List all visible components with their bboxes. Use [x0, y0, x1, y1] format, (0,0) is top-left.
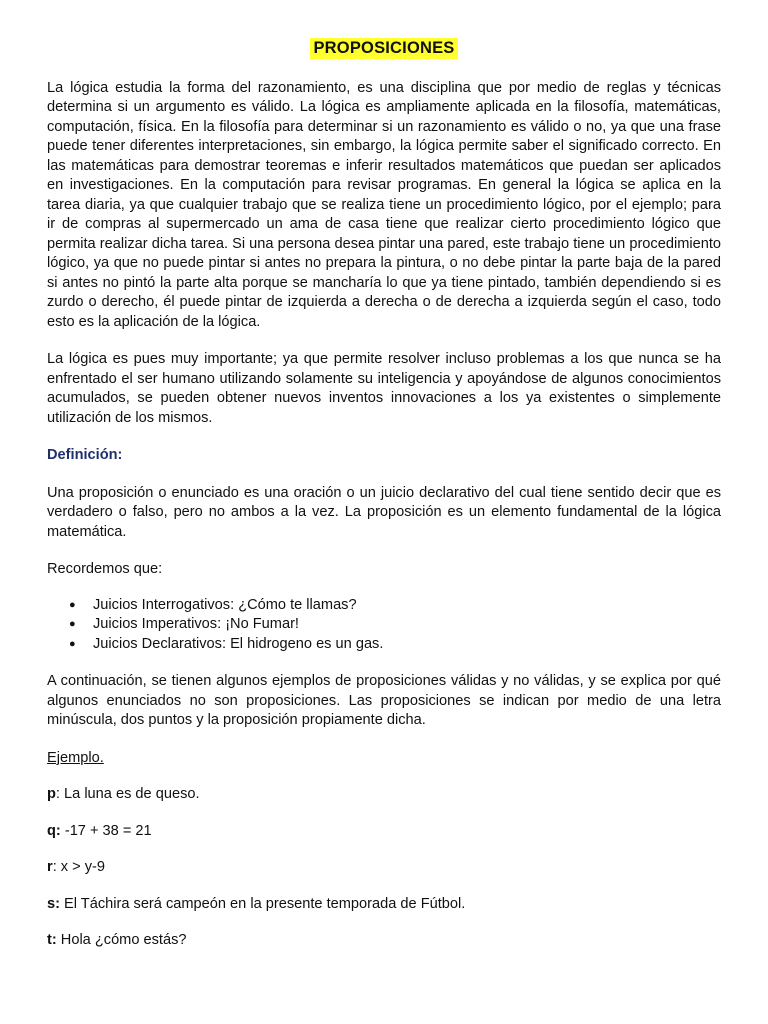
proposition-text: : La luna es de queso. — [55, 786, 200, 802]
importance-paragraph: La lógica es pues muy importante; ya que permite resolver incluso problemas a los que nunca se ha enfrentado el ser humano utilizando solamente su inteligencia y apoyándose de algunos conocimientos acumulados, se pueden obtener nuevos inventos innovaciones a los ya existentes o simplemente utilización de los mismos. — [47, 351, 721, 426]
page-title: PROPOSICIONES — [310, 38, 457, 59]
recall-paragraph: Recordemos que: — [47, 561, 163, 577]
definition-heading: Definición: — [47, 447, 123, 463]
list-item — [69, 635, 721, 655]
example-item — [47, 895, 721, 915]
proposition-text: : x > y-9 — [52, 859, 105, 875]
proposition-text: El Táchira será campeón en la presente temporada de Fútbol. — [59, 895, 466, 912]
list-item — [69, 596, 721, 616]
list-item-text: Juicios Imperativos: ¡No Fumar! — [93, 616, 299, 632]
proposition-text: -17 + 38 = 21 — [60, 822, 152, 839]
list-item-text: Juicios Declarativos: El hidrogeno es un gas. — [93, 635, 384, 652]
judgment-types-list — [47, 596, 721, 655]
list-item-text: Juicios Interrogativos: ¿Cómo te llamas? — [93, 596, 357, 613]
example-item — [47, 931, 721, 951]
example-item — [47, 858, 721, 878]
proposition-letter: s: — [47, 895, 60, 912]
bullet-icon: ● — [69, 598, 76, 611]
example-label: Ejemplo. — [47, 749, 104, 766]
definition-paragraph: Una proposición o enunciado es una oración o un juicio declarativo del cual tiene sentido decir que es verdadero o falso, pero no ambos a la vez. La proposición es un elemento fundamental de la lógica matemática. — [47, 484, 721, 540]
list-item — [69, 615, 721, 635]
example-item — [47, 822, 721, 842]
proposition-letter: p — [47, 786, 56, 802]
intro-paragraph: La lógica estudia la forma del razonamiento, es una disciplina que por medio de reglas y técnicas determina si un argumento es válido. La lógica es ampliamente aplicada en la filosofía, matemáticas, computación, física. En la filosofía para determinar si un razonamiento es válido o no, ya que una frase puede tener diferentes interpretaciones, sin embargo, la lógica permite saber el significado correcto. En las matemáticas para demostrar teoremas e inferir resultados matemáticos que puedan ser aplicados en investigaciones. En la computación para revisar programas. En general la lógica se aplica en la tarea diaria, ya que cualquier trabajo que se realiza tiene un procedimiento lógico, por el ejemplo; para ir de compras al supermercado un ama de casa tiene que realizar cierto procedimiento lógico que permita realizar dicha tarea. Si una persona desea pintar una pared, este trabajo tiene un procedimiento lógico, ya que no puede pintar si antes no prepara la pintura, o no debe pintar la parte baja de la pared si antes no pintó la parte alta porque se mancharía lo que ya tiene pintado, también dependiendo si es zurdo o derecho, él puede pintar de izquierda a derecha o de derecha a izquierda según el caso, todo esto es la aplicación de la lógica. — [47, 79, 721, 330]
proposition-text: Hola ¿cómo estás? — [56, 932, 187, 948]
bullet-icon: ● — [69, 618, 76, 630]
bullet-icon: ● — [69, 637, 76, 650]
proposition-letter: q: — [47, 822, 61, 839]
proposition-letter: t: — [47, 932, 57, 948]
examples-intro-paragraph: A continuación, se tienen algunos ejemplos de proposiciones válidas y no válidas, y se explica por qué algunos enunciados no son proposiciones. Las proposiciones se indican por medio de una letra minúscula, dos puntos y la proposición propiamente dicha. — [47, 673, 721, 728]
title-wrap — [47, 38, 721, 60]
proposition-letter: r — [47, 859, 53, 875]
example-item — [47, 785, 721, 805]
